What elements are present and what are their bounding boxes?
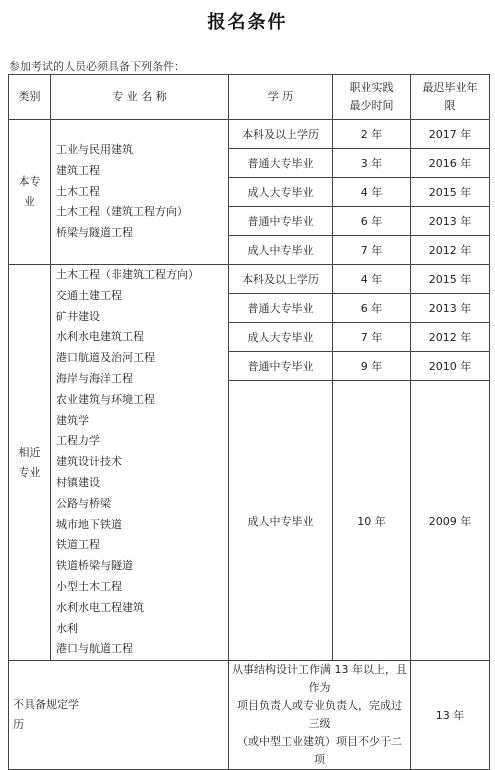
education-cell: 普通大专毕业 [229,294,333,323]
major-item: 农业建筑与环境工程 [56,392,155,406]
years-cell: 9 年 [333,352,411,381]
major-item: 建筑工程 [56,163,100,177]
header-graduation [411,75,490,120]
major-item: 土木工程（非建筑工程方向） [56,268,199,281]
major-item: 水利水电工程建筑 [56,600,144,614]
special-note-cell [229,661,411,770]
special-note-line: 从事结构设计工作满 13 年以上，且作为 [232,663,407,695]
category-line: 相近 [18,445,41,459]
category-cell [9,265,51,661]
requirements-table [8,74,490,770]
graduation-cell: 2017 年 [411,120,490,149]
graduation-cell: 2010 年 [411,352,490,381]
major-item: 建筑学 [56,413,89,427]
major-item: 小型土木工程 [56,579,122,593]
special-note-line: 项目负责人或专业负责人，完成过三级 [237,699,402,731]
table-row [9,120,490,149]
special-years-cell: 13 年 [411,661,490,770]
major-item: 公路与桥梁 [56,496,111,510]
major-item: 水利 [56,621,78,635]
major-item: 海岸与海洋工程 [56,371,133,385]
major-item: 港口与航道工程 [56,642,133,656]
category-line: 业 [24,195,35,208]
major-item: 铁道工程 [56,538,100,552]
header-graduation-line1: 最迟毕业年 [422,81,478,94]
years-cell: 4 年 [333,265,411,294]
category-line: 专业 [18,465,41,479]
header-category: 类别 [9,75,51,120]
major-item: 建筑设计技术 [56,455,122,469]
graduation-cell: 2015 年 [411,178,490,207]
years-cell: 6 年 [333,207,411,236]
special-category-line: 不具备规定学 [13,698,79,712]
major-list-cell [51,120,229,265]
category-line: 本专 [18,175,41,188]
major-item: 工程力学 [56,434,100,448]
header-row [9,75,490,120]
intro-text: 参加考试的人员必须具备下列条件： [9,60,185,73]
graduation-cell: 2013 年 [411,294,490,323]
table-row [9,265,490,294]
major-item: 交通土建工程 [56,288,122,302]
years-cell: 2 年 [333,120,411,149]
special-note-line: （或中型工业建筑）项目不少于二项 [237,735,402,767]
major-item: 水利水电建筑工程 [56,330,144,344]
major-item: 工业与民用建筑 [56,143,133,156]
education-cell: 成人中专毕业 [229,381,333,661]
education-cell: 成人中专毕业 [229,236,333,265]
education-cell: 普通中专毕业 [229,207,333,236]
major-item: 铁道桥梁与隧道 [56,559,133,573]
education-cell: 本科及以上学历 [229,265,333,294]
major-item: 桥梁与隧道工程 [56,226,133,240]
header-graduation-line2: 限 [444,99,456,112]
graduation-cell: 2009 年 [411,381,490,661]
major-item: 港口航道及治河工程 [56,351,155,365]
header-education: 学 历 [229,75,333,120]
graduation-cell: 2012 年 [411,323,490,352]
major-item: 村镇建设 [56,475,100,489]
education-cell: 普通中专毕业 [229,352,333,381]
graduation-cell: 2016 年 [411,149,490,178]
major-item: 矿井建设 [56,309,100,323]
education-cell: 普通大专毕业 [229,149,333,178]
header-practice-line1: 职业实践 [349,81,394,94]
special-category-line: 历 [13,718,24,732]
major-item: 土木工程（建筑工程方向） [56,205,188,219]
years-cell: 3 年 [333,149,411,178]
graduation-cell: 2012 年 [411,236,490,265]
major-item: 土木工程 [56,184,100,198]
years-cell: 10 年 [333,381,411,661]
years-cell: 7 年 [333,236,411,265]
major-list-cell [51,265,229,661]
education-cell: 本科及以上学历 [229,120,333,149]
major-item: 城市地下铁道 [56,517,122,531]
header-major: 专 业 名 称 [51,75,229,120]
category-cell [9,120,51,265]
header-practice-line2: 最少时间 [349,99,394,112]
years-cell: 7 年 [333,323,411,352]
years-cell: 4 年 [333,178,411,207]
graduation-cell: 2013 年 [411,207,490,236]
education-cell: 成人大专毕业 [229,323,333,352]
page-title: 报名条件 [207,12,288,33]
years-cell: 6 年 [333,294,411,323]
special-category-cell [9,661,229,770]
special-row [9,661,490,770]
graduation-cell: 2015 年 [411,265,490,294]
education-cell: 成人大专毕业 [229,178,333,207]
header-practice [333,75,411,120]
